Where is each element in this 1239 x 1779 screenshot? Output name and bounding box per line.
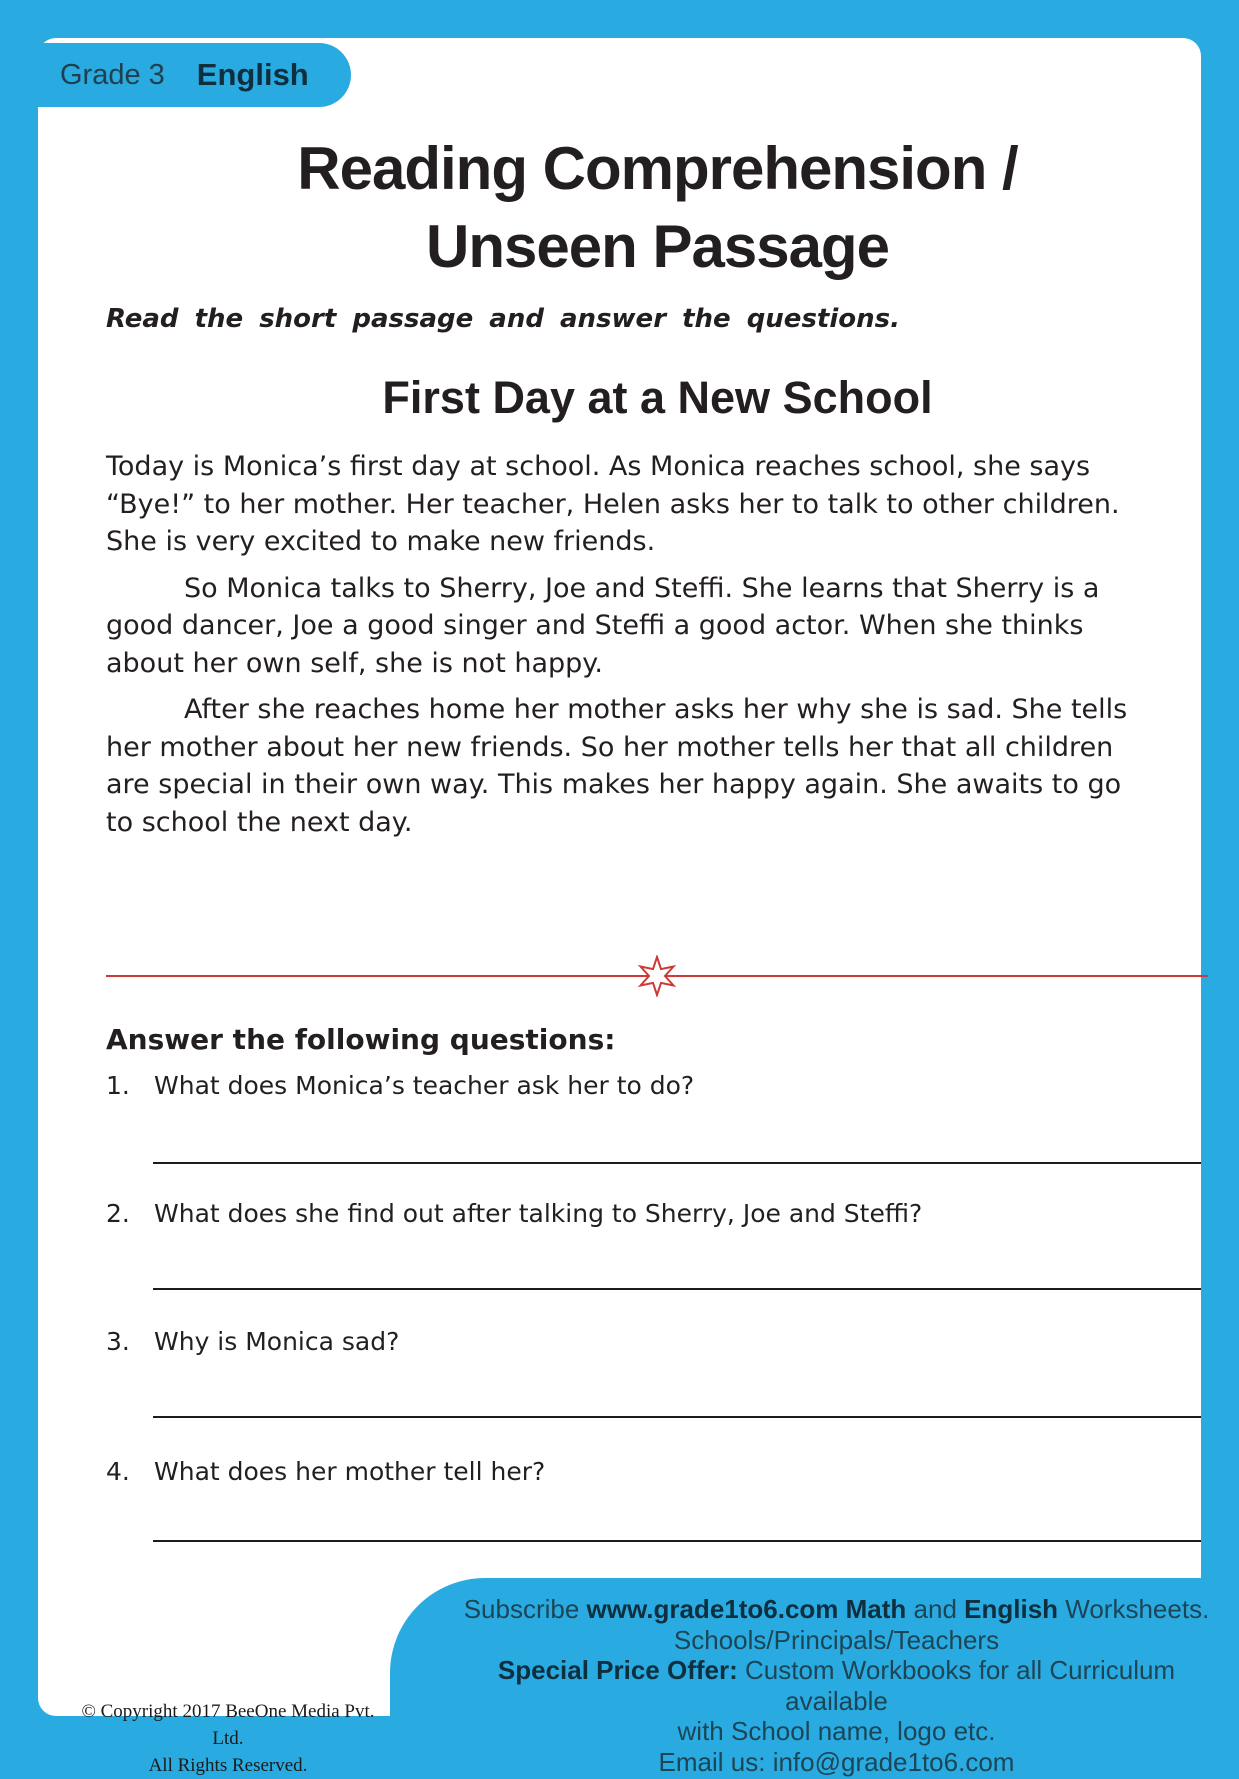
answer-line (153, 1162, 1201, 1164)
footer-text: Worksheets. (1058, 1594, 1210, 1624)
subject-label: English (196, 57, 309, 92)
grade-label: Grade 3 (60, 58, 165, 91)
passage-paragraph: After she reaches home her mother asks her why she is sad. She tells her mother about her new friends. So her mother tells her that all children are special in their own way. This makes her happy again. She awaits to go to school the next day. (106, 694, 1128, 838)
footer-customization-line: with School name, logo etc. (677, 1716, 996, 1746)
question-number: 4. (106, 1457, 130, 1486)
footer-audience-line: Schools/Principals/Teachers (673, 1624, 1000, 1655)
passage-paragraph: Today is Monica’s first day at school. As Monica reaches school, she says “Bye!” to her mother. Her teacher, Helen asks her to talk to other children. She is very excited to make new friends. (106, 451, 1120, 557)
footer-text: and (906, 1594, 965, 1624)
footer-offer-label: Special Price Offer: (497, 1655, 738, 1685)
copyright-line1: © Copyright 2017 BeeOne Media Pvt. Ltd. (81, 1701, 375, 1749)
passage-body (106, 448, 1128, 850)
question-number: 2. (106, 1199, 130, 1228)
question-text: Why is Monica sad? (154, 1327, 400, 1356)
questions-heading: Answer the following questions: (106, 1023, 616, 1056)
question-text: What does Monica’s teacher ask her to do? (154, 1071, 695, 1100)
grade-subject-badge (38, 43, 351, 107)
star-icon (636, 955, 678, 997)
footer-text: Subscribe (463, 1594, 587, 1624)
passage-heading: First Day at a New School (382, 372, 933, 423)
copyright-notice (78, 1698, 378, 1779)
question-number: 1. (106, 1071, 130, 1100)
question-item (106, 1326, 1206, 1358)
answer-line (153, 1288, 1201, 1290)
question-number: 3. (106, 1327, 130, 1356)
footer-panel (390, 1578, 1239, 1777)
page-title-line2: Unseen Passage (426, 213, 889, 280)
footer-text-bold: English (964, 1594, 1059, 1624)
footer-email-line: Email us: info@grade1to6.com (658, 1746, 1015, 1777)
question-text: What does she find out after talking to Sherry, Joe and Steffi? (154, 1199, 923, 1228)
question-text: What does her mother tell her? (154, 1457, 546, 1486)
question-item (106, 1198, 1206, 1230)
answer-line (153, 1540, 1201, 1542)
copyright-line2: All Rights Reserved. (148, 1755, 308, 1776)
footer-site-link: www.grade1to6.com Math (586, 1594, 907, 1624)
question-item (106, 1456, 1206, 1488)
passage-paragraph: So Monica talks to Sherry, Joe and Steffi. She learns that Sherry is a good dancer, Joe a good singer and Steffi a good actor. When she thinks about her own self, she is not happy. (106, 572, 1100, 679)
section-divider (106, 955, 1208, 997)
footer-subscribe-line (460, 1594, 1213, 1625)
answer-line (153, 1416, 1201, 1418)
page-title (76, 130, 1239, 286)
footer-offer-line (460, 1655, 1213, 1716)
question-item (106, 1070, 1206, 1102)
footer-offer-text: Custom Workbooks for all Curriculum available (737, 1655, 1176, 1716)
page-title-line1: Reading Comprehension / (297, 135, 1018, 202)
instruction-text: Read the short passage and answer the questions. (106, 304, 900, 334)
